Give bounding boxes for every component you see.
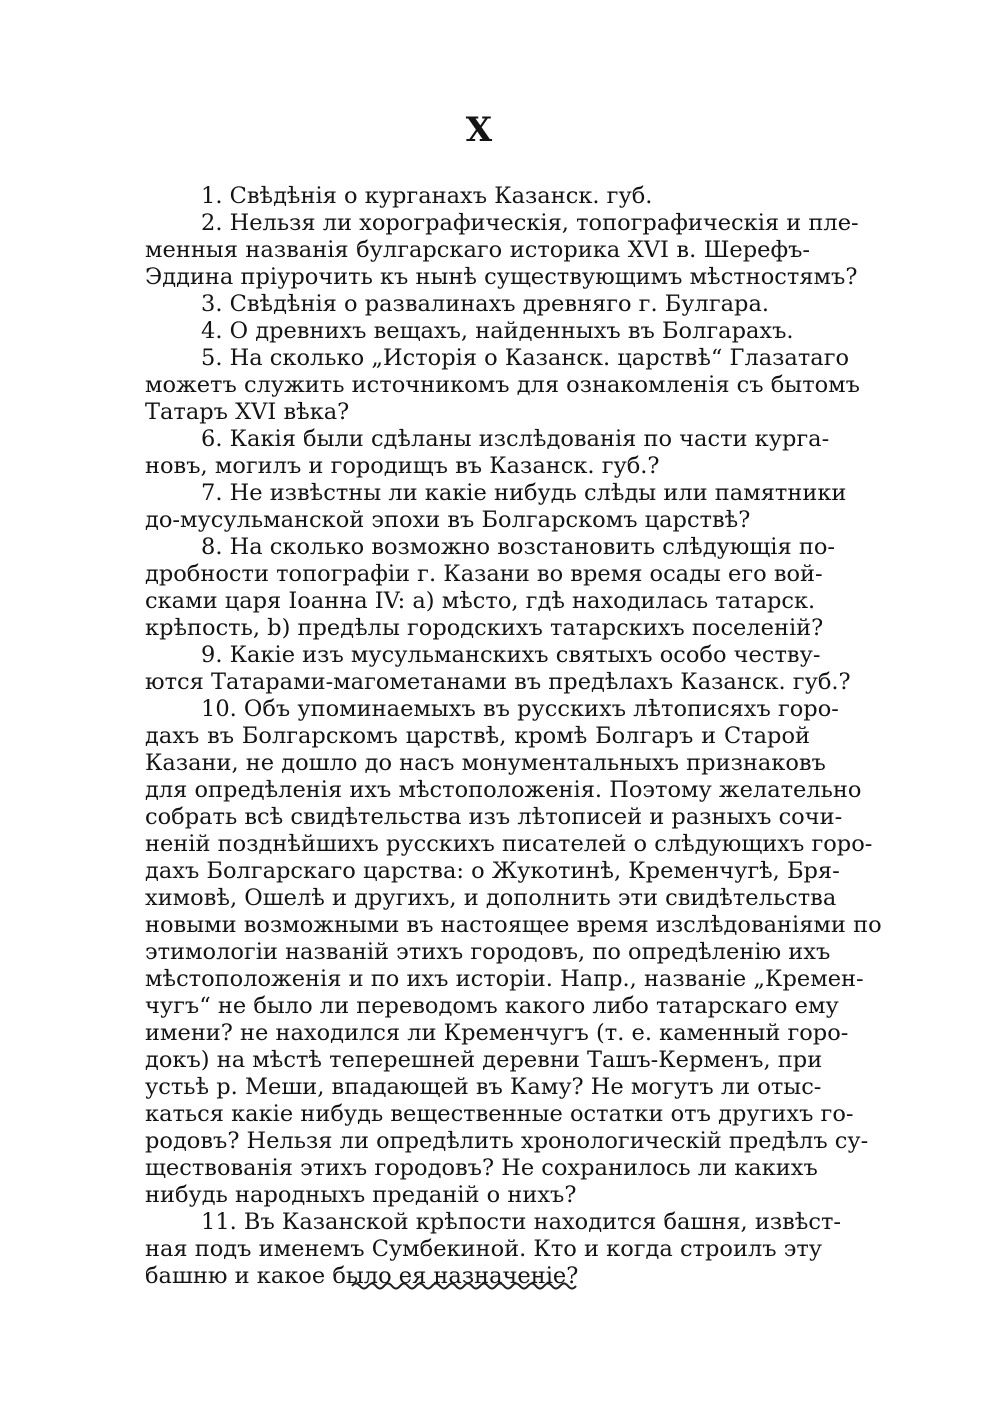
text-line: ществованія этихъ городовъ? Не сохранилось ли какихъ xyxy=(145,1155,818,1181)
text-line: новыми возможными въ настоящее время изслѣдованіями по xyxy=(145,912,882,938)
wavy-rule xyxy=(352,1284,576,1289)
text-line: 1. Свѣдѣнія о курганахъ Казанск. губ. xyxy=(201,183,653,209)
text-line: крѣпость, b) предѣлы городскихъ татарскихъ поселеній? xyxy=(145,615,824,641)
text-line: 11. Въ Казанской крѣпости находится башня, извѣст- xyxy=(201,1209,841,1235)
text-line: нибудь народныхъ преданій о нихъ? xyxy=(145,1182,577,1208)
text-line: Татаръ XVI вѣка? xyxy=(145,399,350,425)
text-line: до-мусульманской эпохи въ Болгарскомъ царствѣ? xyxy=(145,507,751,533)
text-line: докъ) на мѣстѣ теперешней деревни Ташъ-Керменъ, при xyxy=(145,1047,823,1073)
text-line: 2. Нельзя ли хорографическія, топографическія и пле- xyxy=(201,210,859,236)
text-line: дахъ Болгарскаго царства: о Жукотинѣ, Кременчугѣ, Бря- xyxy=(145,858,840,884)
text-line: устьѣ р. Меши, впадающей въ Каму? Не могутъ ли отыс- xyxy=(145,1074,822,1100)
text-line: менныя названія булгарскаго историка XVI в. Шерефъ- xyxy=(145,237,810,263)
text-line: родовъ? Нельзя ли опредѣлить хронологическій предѣлъ су- xyxy=(145,1128,869,1154)
text-line: химовѣ, Ошелѣ и другихъ, и дополнить эти свидѣтельства xyxy=(145,885,837,911)
end-ornament xyxy=(350,1278,580,1294)
text-line: имени? не находился ли Кременчугъ (т. е. каменный горо- xyxy=(145,1020,849,1046)
text-line: Эддина пріурочить къ нынѣ существующимъ мѣстностямъ? xyxy=(145,264,858,290)
text-line: 8. На сколько возможно возстановить слѣдующія по- xyxy=(201,534,835,560)
text-line: ются Татарами-магометанами въ предѣлахъ Казанск. губ.? xyxy=(145,669,851,695)
text-line: 7. Не извѣстны ли какіе нибудь слѣды или памятники xyxy=(201,480,847,506)
text-line: 3. Свѣдѣнія о развалинахъ древняго г. Булгара. xyxy=(201,291,770,317)
text-line: ная подъ именемъ Сумбекиной. Кто и когда строилъ эту xyxy=(145,1236,822,1262)
question-list xyxy=(145,183,882,1290)
text-line: мѣстоположенія и по ихъ исторіи. Напр., названіе „Кремен- xyxy=(145,966,864,992)
text-line: этимологіи названій этихъ городовъ, по опредѣленію ихъ xyxy=(145,939,831,965)
text-line: сками царя Іоанна IV: а) мѣсто, гдѣ находилась татарск. xyxy=(145,588,816,614)
text-line: неній позднѣйшихъ русскихъ писателей о слѣдующихъ горо- xyxy=(145,831,873,857)
text-line: для опредѣленія ихъ мѣстоположенія. Поэтому желательно xyxy=(145,777,862,803)
text-line: дробности топографіи г. Казани во время осады его вой- xyxy=(145,561,823,587)
text-line: 9. Какіе изъ мусульманскихъ святыхъ особо честву- xyxy=(201,642,821,668)
text-line: новъ, могилъ и городищъ въ Казанск. губ.? xyxy=(145,453,660,479)
text-line: 4. О древнихъ вещахъ, найденныхъ въ Болгарахъ. xyxy=(201,318,794,344)
text-line: каться какіе нибудь вещественные остатки отъ другихъ го- xyxy=(145,1101,854,1127)
text-line: 6. Какія были сдѣланы изслѣдованія по части курга- xyxy=(201,426,830,452)
page-number: X xyxy=(465,110,495,150)
text-line: можетъ служить источникомъ для ознакомленія съ бытомъ xyxy=(145,372,861,398)
text-line: Казани, не дошло до насъ монументальныхъ признаковъ xyxy=(145,750,826,776)
text-line: башню и какое было ея назначеніе? xyxy=(145,1263,579,1289)
text-line: собрать всѣ свидѣтельства изъ лѣтописей и разныхъ сочи- xyxy=(145,804,843,830)
text-line: чугъ“ не было ли переводомъ какого либо татарскаго ему xyxy=(145,993,839,1019)
text-line: 5. На сколько „Исторія о Казанск. царствѣ“ Глазатаго xyxy=(201,345,850,371)
text-line: 10. Объ упоминаемыхъ въ русскихъ лѣтописяхъ горо- xyxy=(201,696,839,722)
text-line: дахъ въ Болгарскомъ царствѣ, кромѣ Болгаръ и Старой xyxy=(145,723,810,749)
